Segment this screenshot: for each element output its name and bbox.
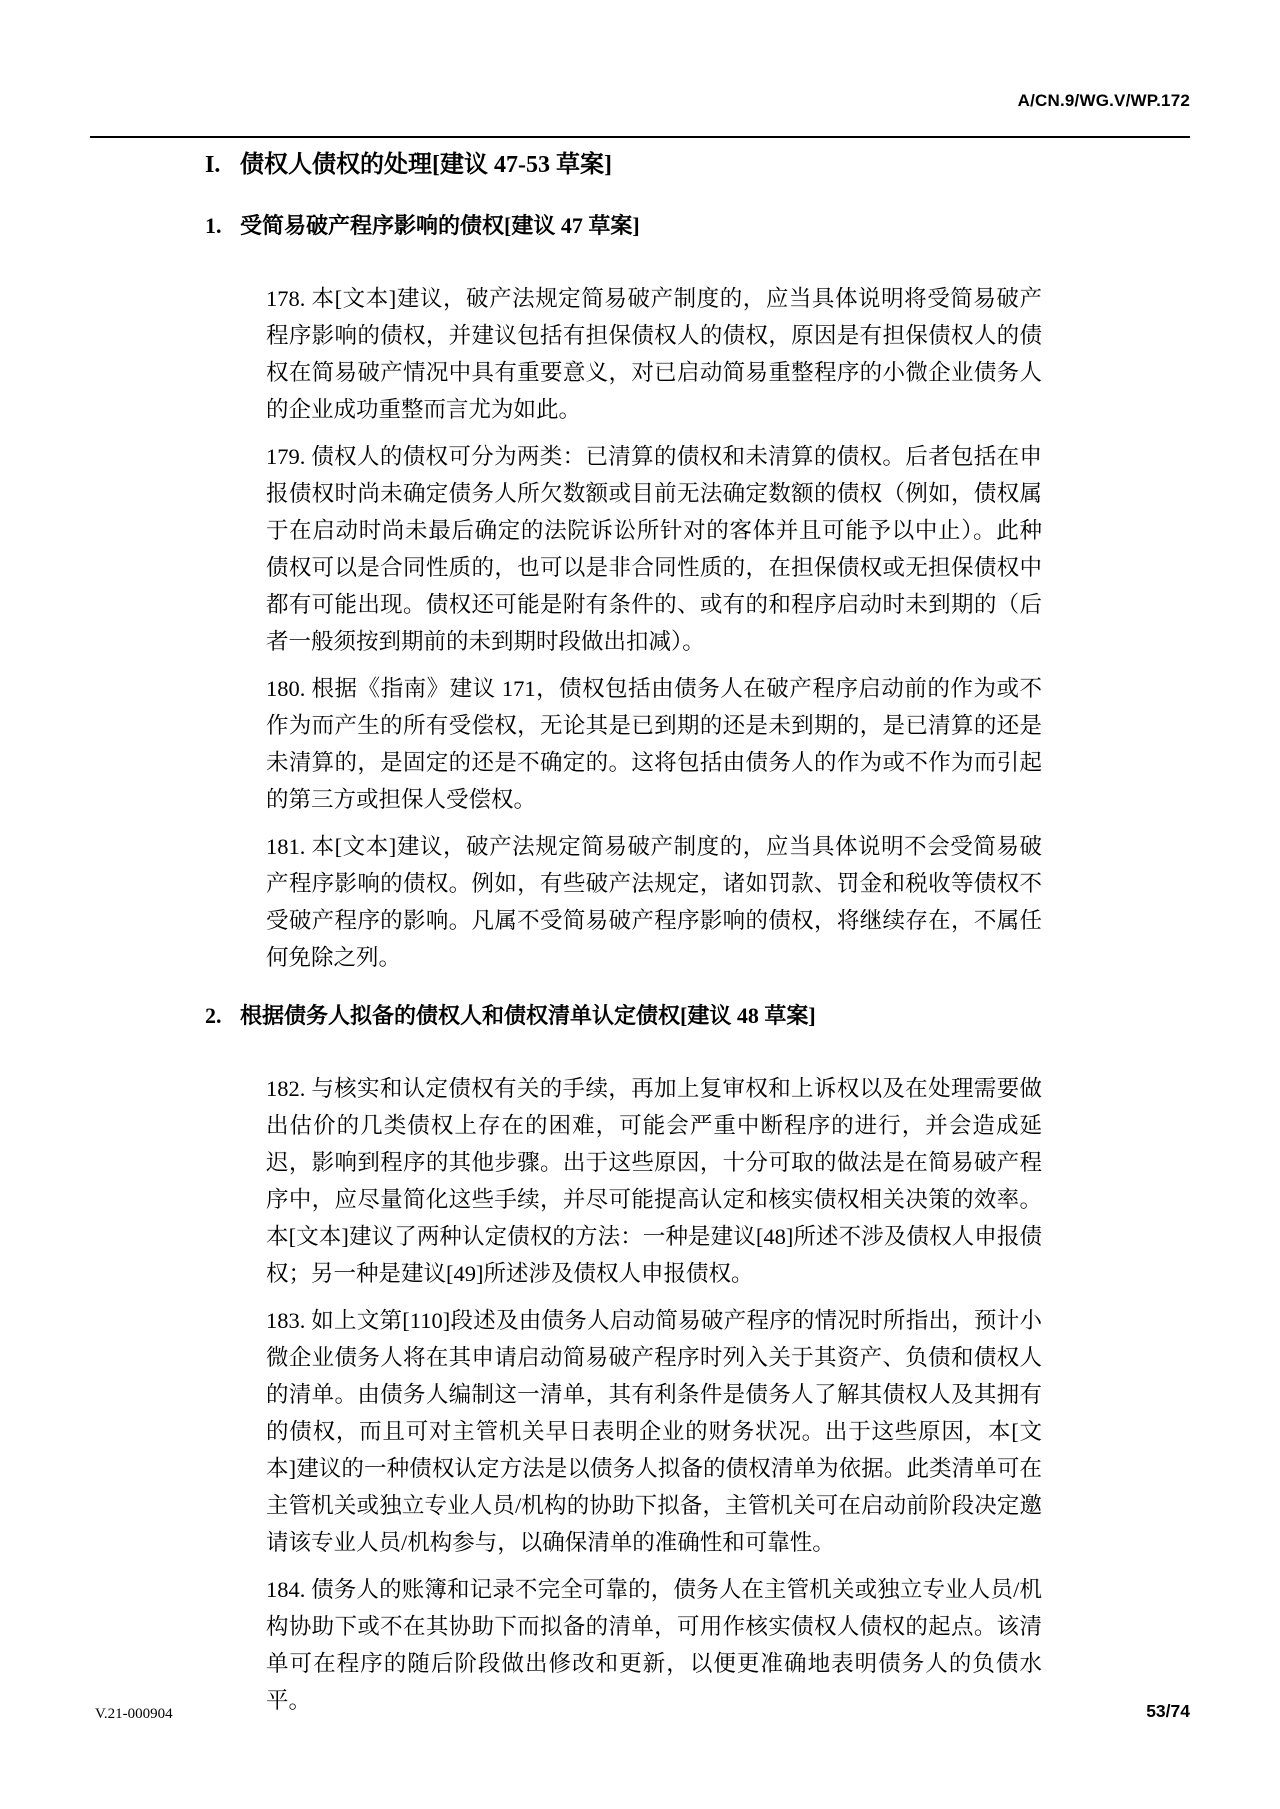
section-2-heading <box>205 1002 1043 1030</box>
footer-job-number: V.21-000904 <box>95 1706 173 1722</box>
section-2-title: 根据债务人拟备的债权人和债权清单认定债权[建议 48 草案] <box>240 1003 816 1028</box>
footer-page-number: 53/74 <box>1146 1701 1190 1721</box>
paragraph-178: 178. 本[文本]建议，破产法规定简易破产制度的，应当具体说明将受简易破产程序影响的债权，并建议包括有担保债权人的债权，原因是有担保债权人的债权在简易破产情况中具有重要意义，对已启动简易重整程序的小微企业债务人的企业成功重整而言尤为如此。 <box>266 286 1042 422</box>
section-2-number: 2. <box>205 1003 222 1028</box>
chapter-heading <box>205 150 1043 180</box>
document-body <box>205 150 1043 1729</box>
header-rule <box>90 136 1190 138</box>
section-1-title: 受简易破产程序影响的债权[建议 47 草案] <box>240 213 640 238</box>
chapter-number: I. <box>205 152 221 178</box>
document-symbol: A/CN.9/WG.V/WP.172 <box>1017 91 1190 110</box>
section-1-number: 1. <box>205 213 222 238</box>
paragraph-179: 179. 债权人的债权可分为两类：已清算的债权和未清算的债权。后者包括在申报债权时尚未确定债务人所欠数额或目前无法确定数额的债权（例如，债权属于在启动时尚未最后确定的法院诉讼所针对的客体并且可能予以中止）。此种债权可以是合同性质的，也可以是非合同性质的，在担保债权或无担保债权中都有可能出现。债权还可能是附有条件的、或有的和程序启动时未到期的（后者一般须按到期前的未到期时段做出扣减）。 <box>266 444 1042 654</box>
chapter-title: 债权人债权的处理[建议 47-53 草案] <box>240 152 612 178</box>
section-1-heading <box>205 212 1043 240</box>
paragraph-181: 181. 本[文本]建议，破产法规定简易破产制度的，应当具体说明不会受简易破产程序影响的债权。例如，有些破产法规定，诸如罚款、罚金和税收等债权不受破产程序的影响。凡属不受简易破产程序影响的债权，将继续存在，不属任何免除之列。 <box>266 834 1042 970</box>
paragraph-184: 184. 债务人的账簿和记录不完全可靠的，债务人在主管机关或独立专业人员/机构协助下或不在其协助下而拟备的清单，可用作核实债权人债权的起点。该清单可在程序的随后阶段做出修改和更新，以便更准确地表明债务人的负债水平。 <box>266 1577 1042 1713</box>
paragraph-180: 180. 根据《指南》建议 171，债权包括由债务人在破产程序启动前的作为或不作为而产生的所有受偿权，无论其是已到期的还是未到期的，是已清算的还是未清算的，是固定的还是不确定的。这将包括由债务人的作为或不作为而引起的第三方或担保人受偿权。 <box>266 676 1042 812</box>
paragraph-183: 183. 如上文第[110]段述及由债务人启动简易破产程序的情况时所指出，预计小微企业债务人将在其申请启动简易破产程序时列入关于其资产、负债和债权人的清单。由债务人编制这一清单，其有利条件是债务人了解其债权人及其拥有的债权，而且可对主管机关早日表明企业的财务状况。出于这些原因，本[文本]建议的一种债权认定方法是以债务人拟备的债权清单为依据。此类清单可在主管机关或独立专业人员/机构的协助下拟备，主管机关可在启动前阶段决定邀请该专业人员/机构参与，以确保清单的准确性和可靠性。 <box>266 1308 1042 1555</box>
paragraph-182: 182. 与核实和认定债权有关的手续，再加上复审权和上诉权以及在处理需要做出估价的几类债权上存在的困难，可能会严重中断程序的进行，并会造成延迟，影响到程序的其他步骤。出于这些原因，十分可取的做法是在简易破产程序中，应尽量简化这些手续，并尽可能提高认定和核实债权相关决策的效率。本[文本]建议了两种认定债权的方法：一种是建议[48]所述不涉及债权人申报债权；另一种是建议[49]所述涉及债权人申报债权。 <box>266 1076 1042 1286</box>
